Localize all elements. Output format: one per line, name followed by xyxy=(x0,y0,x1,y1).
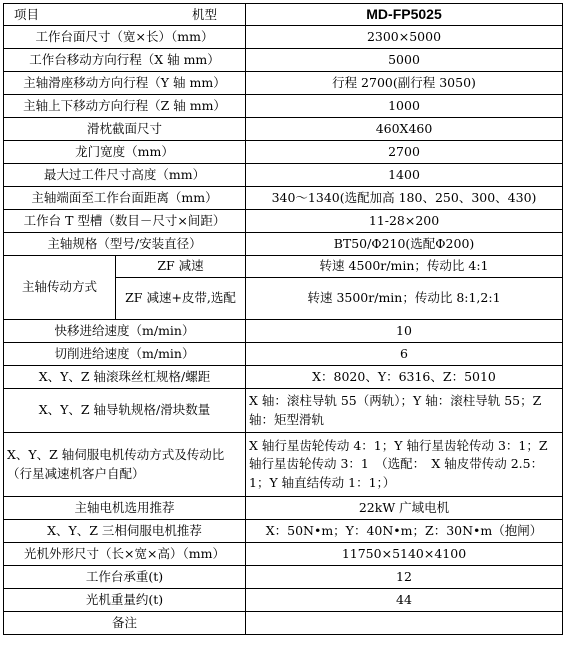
table-row xyxy=(4,72,563,95)
row-label: 工作台移动方向行程（X 轴 mm） xyxy=(4,49,246,72)
row-label: 工作台承重(t) xyxy=(4,566,246,589)
row-sublabel: ZF 减速+皮带,选配 xyxy=(116,278,246,320)
row-value: 2300×5000 xyxy=(246,26,563,49)
row-value: 340～1340(选配加高 180、250、300、430) xyxy=(246,187,563,210)
table-row xyxy=(4,49,563,72)
row-value: 6 xyxy=(246,343,563,366)
row-label: 备注 xyxy=(4,612,246,635)
row-group-label: 主轴传动方式 xyxy=(4,256,116,320)
row-value: 转速 4500r/min；传动比 4:1 xyxy=(246,256,563,278)
row-label: 最大过工件尺寸高度（mm） xyxy=(4,164,246,187)
row-value: 1000 xyxy=(246,95,563,118)
row-label: 光机外形尺寸（长×宽×高）（mm） xyxy=(4,543,246,566)
table-row xyxy=(4,320,563,343)
row-label: 主轴上下移动方向行程（Z 轴 mm） xyxy=(4,95,246,118)
row-value xyxy=(246,612,563,635)
table-row xyxy=(4,141,563,164)
table-row xyxy=(4,520,563,543)
table-row xyxy=(4,256,563,278)
row-label: 主轴电机选用推荐 xyxy=(4,497,246,520)
table-row xyxy=(4,343,563,366)
header-cell xyxy=(4,4,246,26)
row-value: 44 xyxy=(246,589,563,612)
table-row xyxy=(4,589,563,612)
row-value: X：8020、Y：6316、Z：5010 xyxy=(246,366,563,389)
row-label: 工作台 T 型槽（数目－尺寸×间距） xyxy=(4,210,246,233)
row-value: 460X460 xyxy=(246,118,563,141)
row-label: 快移进给速度（m/min） xyxy=(4,320,246,343)
row-label: 主轴滑座移动方向行程（Y 轴 mm） xyxy=(4,72,246,95)
table-row xyxy=(4,433,563,497)
table-row xyxy=(4,210,563,233)
table-row xyxy=(4,118,563,141)
table-row xyxy=(4,164,563,187)
row-sublabel: ZF 减速 xyxy=(116,256,246,278)
table-row xyxy=(4,233,563,256)
row-label: 切削进给速度（m/min） xyxy=(4,343,246,366)
row-value: 12 xyxy=(246,566,563,589)
row-value: X 轴行星齿轮传动 4：1；Y 轴行星齿轮传动 3：1；Z 轴行星齿轮传动 3：1 （选配： X 轴皮带传动 2.5：1；Y 轴直结传动 1：1；） xyxy=(246,433,563,497)
row-value: 5000 xyxy=(246,49,563,72)
model-name: MD-FP5025 xyxy=(246,4,563,26)
table-row xyxy=(4,95,563,118)
row-value: 1400 xyxy=(246,164,563,187)
row-label: 滑枕截面尺寸 xyxy=(4,118,246,141)
row-value: 22kW 广域电机 xyxy=(246,497,563,520)
item-label: 项目 xyxy=(14,7,40,22)
row-label: 主轴端面至工作台面距离（mm） xyxy=(4,187,246,210)
row-value: 2700 xyxy=(246,141,563,164)
table-row xyxy=(4,566,563,589)
table-row xyxy=(4,543,563,566)
row-value: 转速 3500r/min；传动比 8:1,2:1 xyxy=(246,278,563,320)
table-row xyxy=(4,26,563,49)
table-row xyxy=(4,366,563,389)
row-label: X、Y、Z 轴滚珠丝杠规格/螺距 xyxy=(4,366,246,389)
model-label: 机型 xyxy=(191,7,217,22)
row-label: 龙门宽度（mm） xyxy=(4,141,246,164)
row-label: X、Y、Z 轴伺服电机传动方式及传动比（行星减速机客户自配） xyxy=(4,433,246,497)
row-value: X：50N•m；Y：40N•m；Z：30N•m（抱闸） xyxy=(246,520,563,543)
row-label: 主轴规格（型号/安装直径） xyxy=(4,233,246,256)
row-label: 光机重量约(t) xyxy=(4,589,246,612)
spec-table xyxy=(3,3,563,635)
row-label: X、Y、Z 轴导轨规格/滑块数量 xyxy=(4,389,246,433)
table-row xyxy=(4,612,563,635)
row-value: 11750×5140×4100 xyxy=(246,543,563,566)
row-value: 行程 2700(副行程 3050) xyxy=(246,72,563,95)
row-value: 10 xyxy=(246,320,563,343)
row-label: X、Y、Z 三相伺服电机推荐 xyxy=(4,520,246,543)
table-row xyxy=(4,187,563,210)
row-value: BT50/Φ210(选配Φ200) xyxy=(246,233,563,256)
row-label: 工作台面尺寸（宽×长）（mm） xyxy=(4,26,246,49)
table-row xyxy=(4,389,563,433)
row-value: 11-28×200 xyxy=(246,210,563,233)
table-row xyxy=(4,497,563,520)
row-value: X 轴：滚柱导轨 55（两轨）；Y 轴：滚柱导轨 55；Z 轴：矩型滑轨 xyxy=(246,389,563,433)
